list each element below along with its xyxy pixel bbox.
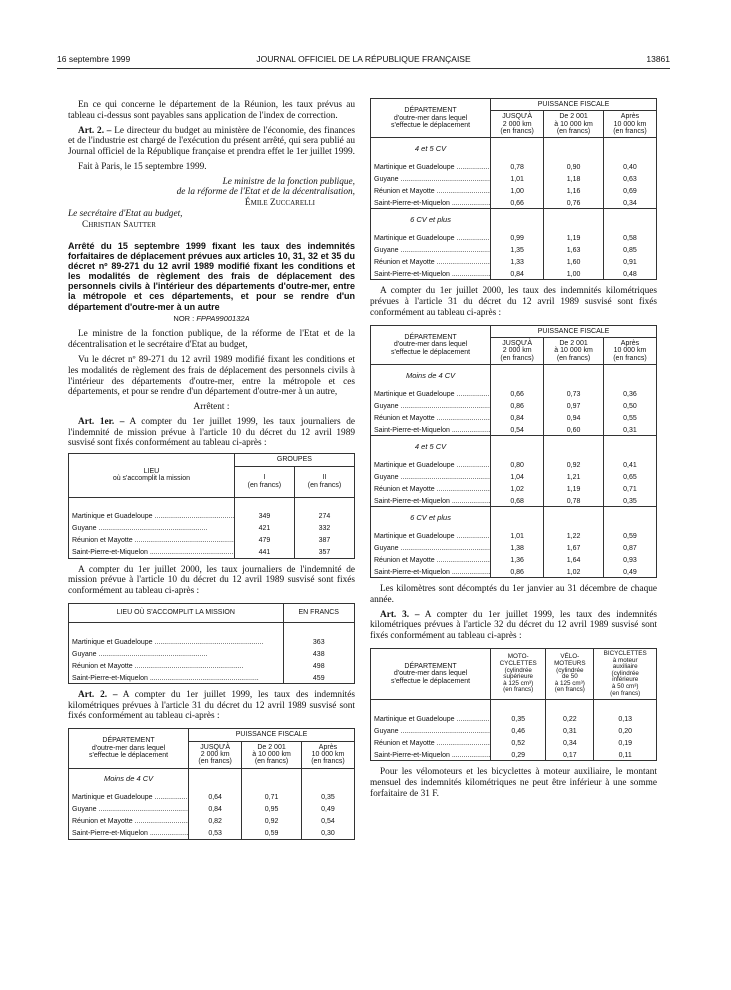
table-header-group-2: II (en francs) <box>294 466 354 497</box>
table-subheader: 6 CV et plus <box>371 507 657 530</box>
table-row: Réunion et Mayotte ..... 1,00 1,16 0,69 <box>371 184 657 196</box>
article-2-km-paragraph: Art. 2. – A compter du 1er juillet 1999, les taux des indemnités kilométriques prévues à l'article 31 du décret du 12 avril 1989 susvisé sont fixés conformément au tableau ci-après : <box>68 689 355 722</box>
table-header-col-1: JUSQU'À 2 000 km (en francs) <box>491 338 544 365</box>
paragraph: A compter du 1er juillet 2000, les taux journaliers de l'indemnité de mission prévue à l'article 10 du décret du 12 avril 1989 susvisé sont fixés conformément au tableau ci-après : <box>68 564 355 597</box>
table-header-bicyclettes: BICYCLETTES à moteur auxiliaire (cylindrée inférieure à 50 cm³) (en francs) <box>594 649 657 700</box>
table-row: Guyane ..... 0,46 0,31 0,20 <box>371 724 657 736</box>
table-row: Saint-Pierre-et-Miquelon ..... 0,53 0,59 0,30 <box>69 827 355 840</box>
table-row: Martinique et Guadeloupe ..... 0,66 0,73 0,36 <box>371 387 657 399</box>
paragraph: En ce qui concerne le département de la Réunion, les taux prévus au tableau ci-dessus sont payables sans application de l'index de correction. <box>68 100 355 121</box>
paragraph: Vu le décret nº 89-271 du 12 avril 1989 modifié fixant les conditions et les modalités de règlement des frais de déplacement des personnels civils à l'intérieur des départements d'outre-mer, entre la métropole et ces départements, et pour se rendre d'un département d'outre-mer à un autre, <box>68 354 355 398</box>
header-rule <box>57 68 670 69</box>
header-date: 16 septembre 1999 <box>57 54 131 64</box>
table-header-groupes: GROUPES <box>234 454 354 466</box>
mission-rates-table-1999 <box>68 453 355 558</box>
left-column <box>68 100 355 846</box>
table-header-col-2: De 2 001 à 10 000 km (en francs) <box>544 338 604 365</box>
nor-reference: NOR : FPPA9900132A <box>173 313 250 323</box>
minister-name: Émile Zuccarelli <box>244 198 315 209</box>
table-header-puissance-fiscale: PUISSANCE FISCALE <box>189 729 355 741</box>
table-header-puissance-fiscale: PUISSANCE FISCALE <box>491 325 657 337</box>
table-row: Guyane ..... 0,84 0,95 0,49 <box>69 803 355 815</box>
paragraph: Le ministre de la fonction publique, de la réforme de l'Etat et de la décentralisation et le secrétaire d'Etat au budget, <box>68 329 355 351</box>
table-row: Martinique et Guadeloupe ..... 349 274 <box>69 510 355 522</box>
table-row: Réunion et Mayotte ..... 0,52 0,34 0,19 <box>371 736 657 748</box>
table-row: Guyane ..... 1,38 1,67 0,87 <box>371 541 657 553</box>
table-header-departement: DÉPARTEMENT d'outre-mer dans lequel s'effectue le déplacement <box>69 729 189 768</box>
header-title: JOURNAL OFFICIEL DE LA RÉPUBLIQUE FRANÇAISE <box>256 54 471 64</box>
minister-title-2: de la réforme de l'Etat et de la décentralisation, <box>176 187 355 198</box>
table-header-velomoteurs: VÉLO- MOTEURS (cylindrée de 50 à 125 cm³) (en francs) <box>546 649 594 700</box>
table-header-lieu: LIEU où s'accomplit la mission <box>69 454 235 497</box>
table-header-col-3: Après 10 000 km (en francs) <box>301 741 354 768</box>
table-row: Réunion et Mayotte ..... 1,33 1,60 0,91 <box>371 255 657 267</box>
table-row: Réunion et Mayotte ..... 1,02 1,19 0,71 <box>371 482 657 494</box>
page-header <box>57 55 670 67</box>
right-column <box>370 98 657 804</box>
table-header-puissance-fiscale: PUISSANCE FISCALE <box>491 99 657 111</box>
article-3-paragraph: Art. 3. – A compter du 1er juillet 1999, les taux des indemnités kilométriques prévues à l'article 32 du décret du 12 avril 1989 susvisé sont fixés conformément au tableau ci-après : <box>370 609 657 642</box>
table-row: Saint-Pierre-et-Miquelon ..... 441 357 <box>69 546 355 559</box>
two-wheel-rates-table <box>370 648 657 761</box>
table-row: Guyane ..... 1,01 1,18 0,63 <box>371 172 657 184</box>
table-header-departement: DÉPARTEMENT d'outre-mer dans lequel s'effectue le déplacement <box>371 325 491 364</box>
km-rates-table-1999-part2 <box>370 98 657 280</box>
minister-title-1: Le ministre de la fonction publique, <box>222 176 355 187</box>
table-row: Guyane ..... 1,04 1,21 0,65 <box>371 470 657 482</box>
table-row: Saint-Pierre-et-Miquelon ..... 0,86 1,02 0,49 <box>371 565 657 578</box>
table-row: Réunion et Mayotte ..... 479 387 <box>69 534 355 546</box>
table-subheader: 4 et 5 CV <box>371 138 657 161</box>
table-row: Guyane ..... 438 <box>69 647 355 659</box>
table-row: Saint-Pierre-et-Miquelon ..... 0,66 0,76 0,34 <box>371 196 657 209</box>
table-subheader: 4 et 5 CV <box>371 436 657 459</box>
table-header-departement: DÉPARTEMENT d'outre-mer dans lequel s'effectue le déplacement <box>371 99 491 138</box>
table-header-lieu: LIEU OÙ S'ACCOMPLIT LA MISSION <box>69 603 284 622</box>
table-header-en-francs: EN FRANCS <box>283 603 355 622</box>
table-row: Guyane ..... 1,35 1,63 0,85 <box>371 243 657 255</box>
table-header-col-1: JUSQU'À 2 000 km (en francs) <box>189 741 242 768</box>
table-row: Martinique et Guadeloupe ..... 0,35 0,22 0,13 <box>371 712 657 724</box>
table-row: Guyane ..... 421 332 <box>69 522 355 534</box>
table-header-col-2: De 2 001 à 10 000 km (en francs) <box>242 741 302 768</box>
table-row: Martinique et Guadeloupe ..... 363 <box>69 635 355 647</box>
table-row: Saint-Pierre-et-Miquelon ..... 0,29 0,17 0,11 <box>371 748 657 761</box>
table-row: Martinique et Guadeloupe ..... 1,01 1,22 0,59 <box>371 529 657 541</box>
table-row: Saint-Pierre-et-Miquelon ..... 0,68 0,78 0,35 <box>371 494 657 507</box>
paragraph: Les kilomètres sont décomptés du 1er janvier au 31 décembre de chaque année. <box>370 584 657 605</box>
table-row: Saint-Pierre-et-Miquelon ..... 0,84 1,00 0,48 <box>371 267 657 280</box>
table-header-departement: DÉPARTEMENT d'outre-mer dans lequel s'effectue le déplacement <box>371 649 491 700</box>
table-header-col-1: JUSQU'À 2 000 km (en francs) <box>491 111 544 138</box>
km-rates-table-1999-part1 <box>68 728 355 839</box>
paragraph: Pour les vélomoteurs et les bicyclettes à moteur auxiliaire, le montant mensuel des indemnités kilométriques ne peut être inférieur à une somme forfaitaire de 31 F. <box>370 767 657 799</box>
secretary-name: Christian Sautter <box>82 219 156 230</box>
paragraph: A compter du 1er juillet 2000, les taux des indemnités kilométriques prévues à l'article 31 du décret du 12 avril 1989 susvisé sont fixés conformément au tableau ci-après : <box>370 286 657 318</box>
header-page-number: 13861 <box>646 54 670 64</box>
table-row: Guyane ..... 0,86 0,97 0,50 <box>371 399 657 411</box>
article-2-paragraph: Art. 2. – Le directeur du budget au ministère de l'économie, des finances et de l'industrie est chargé de l'exécution du présent arrêté, qui sera publié au Journal officiel de la République française et prendra effet le 1er juillet 1999. <box>68 125 356 158</box>
table-subheader: 6 CV et plus <box>371 209 657 232</box>
table-header-col-3: Après 10 000 km (en francs) <box>603 338 656 365</box>
table-subheader: Moins de 4 CV <box>371 365 657 388</box>
table-subheader: Moins de 4 CV <box>69 768 355 791</box>
arretent: Arrêtent : <box>193 402 230 413</box>
table-row: Saint-Pierre-et-Miquelon ..... 0,54 0,60 0,31 <box>371 423 657 436</box>
article-1-paragraph: Art. 1er. – A compter du 1er juillet 1999, les taux journaliers de l'indemnité de mission prévue à l'article 10 du décret du 12 avril 1989 susvisé sont fixés conformément au tableau ci-après : <box>68 416 355 449</box>
table-row: Réunion et Mayotte ..... 0,82 0,92 0,54 <box>69 815 355 827</box>
table-row: Martinique et Guadeloupe ..... 0,99 1,19 0,58 <box>371 231 657 243</box>
table-header-col-2: De 2 001 à 10 000 km (en francs) <box>544 111 604 138</box>
table-row: Saint-Pierre-et-Miquelon ..... 459 <box>69 671 355 684</box>
table-header-group-1: I (en francs) <box>234 466 294 497</box>
secretary-title: Le secrétaire d'Etat au budget, <box>68 209 183 220</box>
km-rates-table-2000 <box>370 325 657 578</box>
table-row: Réunion et Mayotte ..... 0,84 0,94 0,55 <box>371 411 657 423</box>
table-row: Martinique et Guadeloupe ..... 0,80 0,92 0,41 <box>371 458 657 470</box>
signature-date: Fait à Paris, le 15 septembre 1999. <box>78 161 207 172</box>
mission-rates-table-2000 <box>68 603 355 684</box>
arrete-title: Arrêté du 15 septembre 1999 fixant les taux des indemnités forfaitaires de déplacement prévues aux articles 10, 31, 32 et 35 du décret nº 89-271 du 12 avril 1989 modifié fixant les conditions et les modalités de règlement des frais de déplacement des personnels civils à l'intérieur des départements d'outre-mer, entre la métropole et ces départements, et pour se rendre d'un département d'outre-mer à un autre <box>68 240 355 312</box>
table-row: Réunion et Mayotte ..... 1,36 1,64 0,93 <box>371 553 657 565</box>
table-row: Martinique et Guadeloupe ..... 0,78 0,90 0,40 <box>371 160 657 172</box>
table-header-motocyclettes: MOTO- CYCLETTES (cylindrée supérieure à 125 cm³) (en francs) <box>491 649 546 700</box>
table-row: Réunion et Mayotte ..... 498 <box>69 659 355 671</box>
table-row: Martinique et Guadeloupe ..... 0,64 0,71 0,35 <box>69 791 355 803</box>
table-header-col-3: Après 10 000 km (en francs) <box>603 111 656 138</box>
